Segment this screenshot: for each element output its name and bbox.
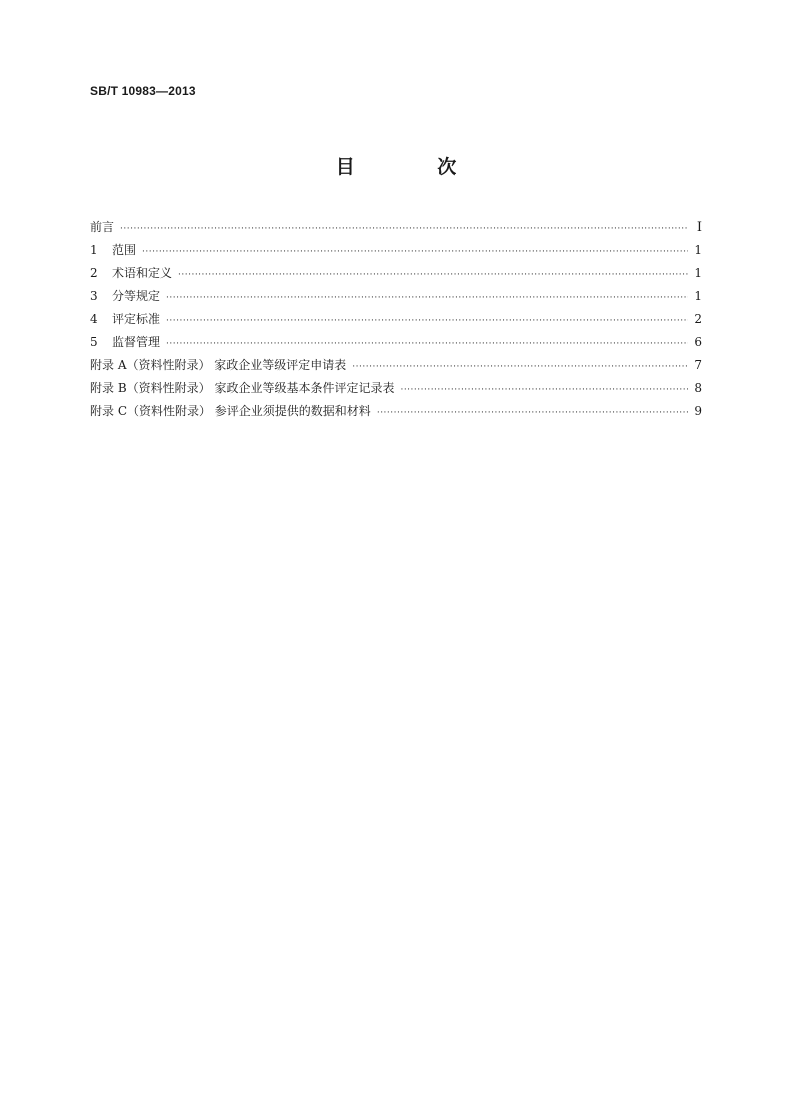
toc-entry-label: 附录 A（资料性附录） 家政企业等级评定申请表 bbox=[90, 358, 347, 372]
toc-entry-number: 5 bbox=[90, 335, 98, 349]
toc-leader-dots bbox=[400, 379, 688, 402]
toc-entry-page: I bbox=[696, 220, 702, 235]
toc-entry-title: 监督管理 bbox=[112, 335, 161, 349]
toc-entry-page: 1 bbox=[694, 289, 702, 303]
toc-leader-dots bbox=[166, 310, 688, 333]
toc-entry-terms[interactable] bbox=[90, 262, 702, 285]
toc-entry-label bbox=[90, 285, 160, 308]
toc-entry-title: 分等规定 bbox=[112, 289, 161, 303]
toc-entry-foreword[interactable] bbox=[90, 216, 702, 239]
toc-entry-page: 1 bbox=[694, 266, 702, 280]
toc-entry-page: 1 bbox=[694, 243, 702, 257]
table-of-contents bbox=[90, 216, 702, 423]
toc-entry-appendix-c[interactable] bbox=[90, 400, 702, 423]
toc-entry-label bbox=[90, 262, 172, 285]
toc-entry-page: 9 bbox=[694, 404, 702, 418]
toc-entry-scope[interactable] bbox=[90, 239, 702, 262]
document-code: SB/T 10983—2013 bbox=[90, 84, 196, 98]
toc-entry-label bbox=[90, 331, 160, 354]
toc-leader-dots bbox=[166, 287, 688, 310]
toc-entry-criteria[interactable] bbox=[90, 308, 702, 331]
toc-entry-title: 评定标准 bbox=[112, 312, 161, 326]
toc-entry-number: 3 bbox=[90, 289, 98, 303]
toc-entry-title: 范围 bbox=[112, 243, 137, 257]
toc-entry-page: 8 bbox=[694, 381, 702, 395]
toc-entry-label: 前言 bbox=[90, 220, 115, 234]
toc-leader-dots bbox=[352, 356, 688, 379]
toc-entry-label bbox=[90, 239, 136, 262]
toc-entry-label: 附录 C（资料性附录） 参评企业须提供的数据和材料 bbox=[90, 404, 371, 418]
toc-entry-appendix-a[interactable] bbox=[90, 354, 702, 377]
toc-leader-dots bbox=[178, 264, 688, 287]
toc-leader-dots bbox=[142, 241, 688, 264]
toc-entry-page: 7 bbox=[694, 358, 702, 372]
toc-entry-grading[interactable] bbox=[90, 285, 702, 308]
toc-entry-label: 附录 B（资料性附录） 家政企业等级基本条件评定记录表 bbox=[90, 381, 395, 395]
toc-title: 目 次 bbox=[335, 156, 495, 178]
toc-leader-dots bbox=[377, 402, 688, 425]
toc-entry-page: 2 bbox=[694, 312, 702, 326]
toc-leader-dots bbox=[120, 218, 688, 241]
toc-entry-title: 术语和定义 bbox=[112, 266, 173, 280]
toc-leader-dots bbox=[166, 333, 688, 356]
toc-entry-number: 4 bbox=[90, 312, 98, 326]
toc-entry-appendix-b[interactable] bbox=[90, 377, 702, 400]
toc-entry-supervision[interactable] bbox=[90, 331, 702, 354]
toc-entry-number: 2 bbox=[90, 266, 98, 280]
toc-entry-label bbox=[90, 308, 160, 331]
toc-entry-number: 1 bbox=[90, 243, 98, 257]
toc-entry-page: 6 bbox=[694, 335, 702, 349]
